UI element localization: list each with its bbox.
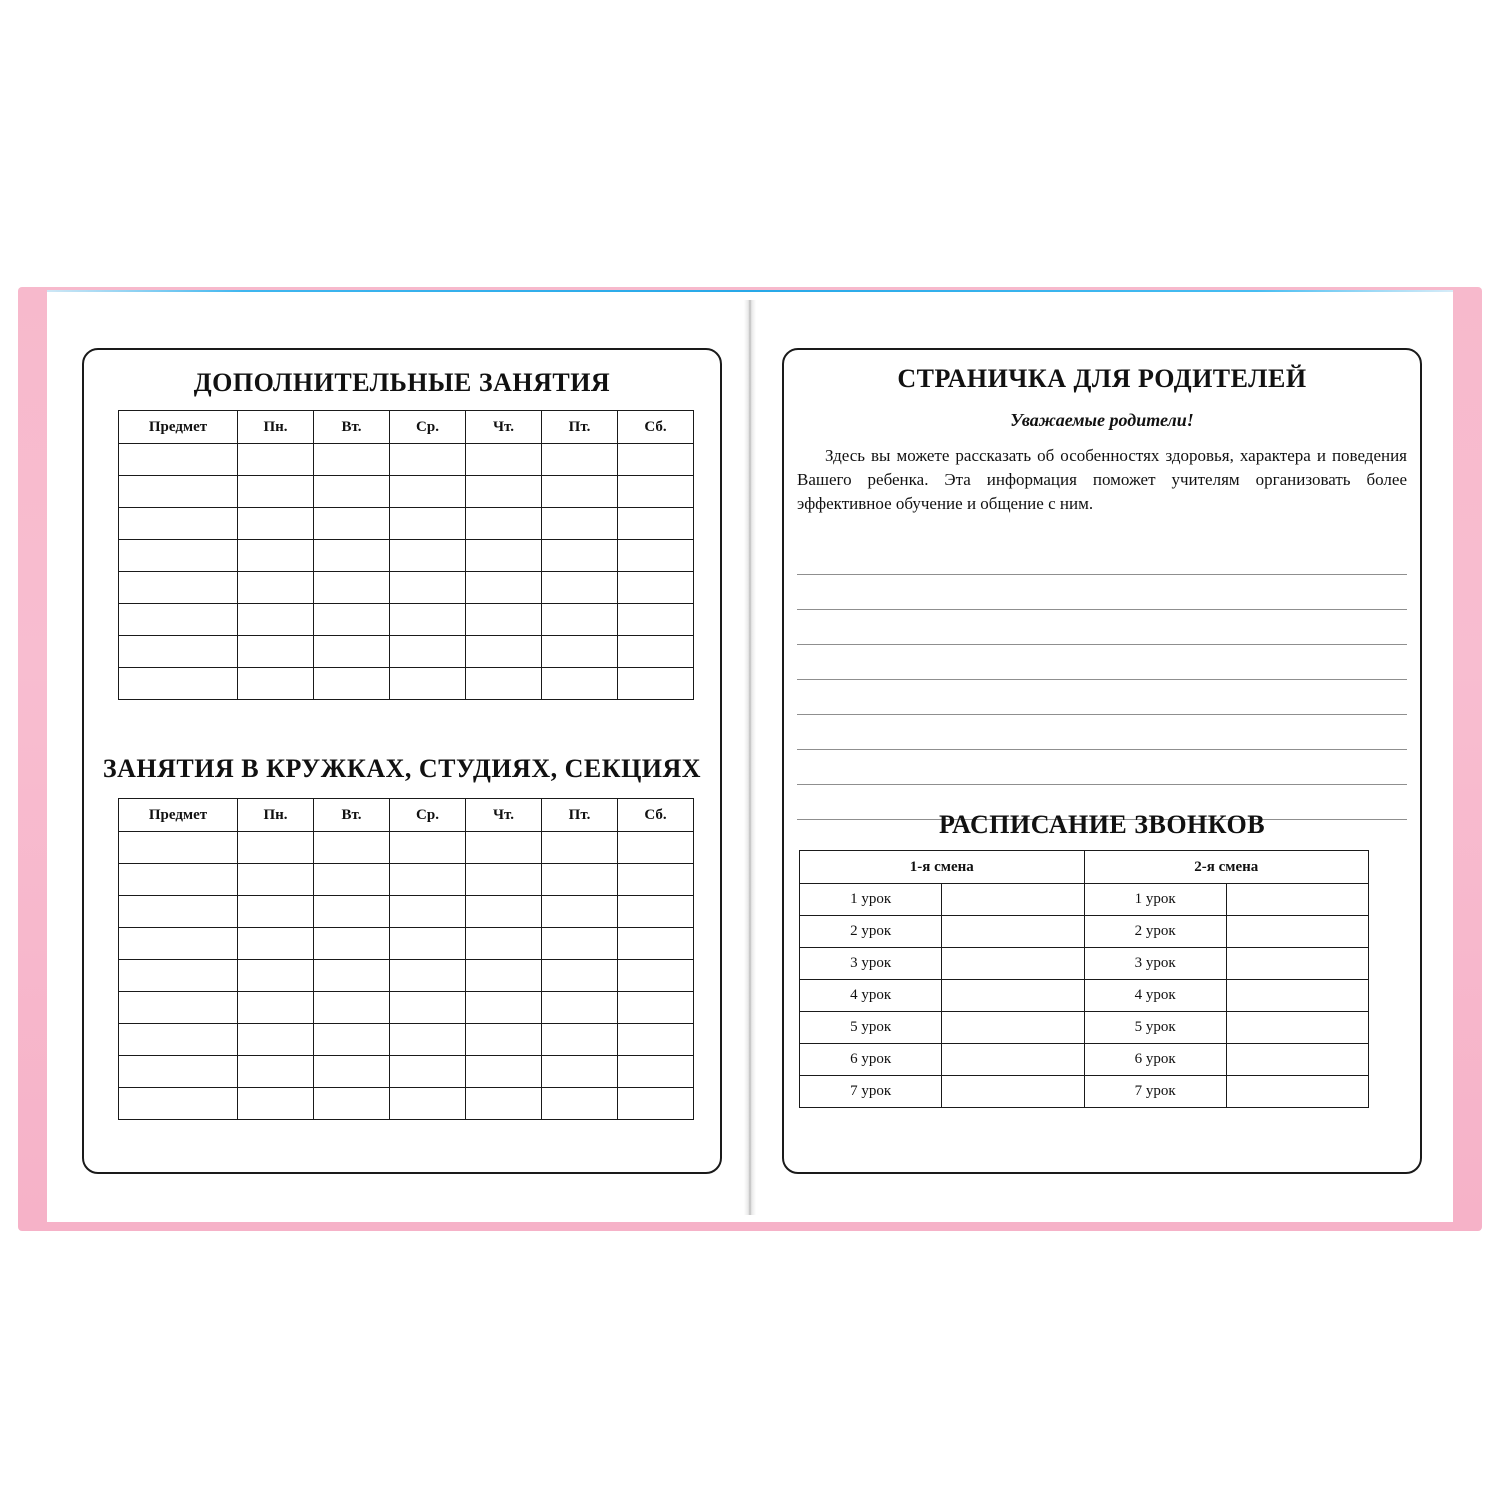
cell-thu[interactable] <box>466 540 542 572</box>
table-row[interactable] <box>119 1056 694 1088</box>
cell-tue[interactable] <box>314 864 390 896</box>
cell-tue[interactable] <box>314 636 390 668</box>
lesson-time-shift2[interactable] <box>1226 916 1368 948</box>
cell-fri[interactable] <box>542 928 618 960</box>
cell-thu[interactable] <box>466 572 542 604</box>
lesson-time-shift2[interactable] <box>1226 1012 1368 1044</box>
cell-wed[interactable] <box>390 668 466 700</box>
cell-thu[interactable] <box>466 896 542 928</box>
cell-thu[interactable] <box>466 1088 542 1120</box>
cell-wed[interactable] <box>390 1024 466 1056</box>
lesson-time-shift2[interactable] <box>1226 1044 1368 1076</box>
cell-tue[interactable] <box>314 444 390 476</box>
lesson-label-shift2: 6 урок <box>1084 1044 1226 1076</box>
lesson-label-shift2: 7 урок <box>1084 1076 1226 1108</box>
column-header-wed: Ср. <box>390 411 466 444</box>
cell-wed[interactable] <box>390 540 466 572</box>
cell-subject[interactable] <box>119 960 238 992</box>
cell-sat[interactable] <box>618 444 694 476</box>
note-line[interactable] <box>797 645 1407 680</box>
clubs-table <box>118 798 694 1120</box>
cell-wed[interactable] <box>390 1056 466 1088</box>
cell-subject[interactable] <box>119 1024 238 1056</box>
left-page <box>57 312 747 1212</box>
lesson-time-shift1[interactable] <box>942 884 1084 916</box>
table-row[interactable] <box>119 1024 694 1056</box>
cell-mon[interactable] <box>238 1024 314 1056</box>
lesson-time-shift1[interactable] <box>942 980 1084 1012</box>
cell-mon[interactable] <box>238 832 314 864</box>
cell-mon[interactable] <box>238 572 314 604</box>
cell-wed[interactable] <box>390 476 466 508</box>
table-header-row <box>119 799 694 832</box>
parents-notes-area[interactable] <box>797 540 1407 820</box>
lesson-label-shift2: 1 урок <box>1084 884 1226 916</box>
note-line[interactable] <box>797 750 1407 785</box>
cell-subject[interactable] <box>119 572 238 604</box>
lesson-label-shift1: 7 урок <box>800 1076 942 1108</box>
column-header-mon: Пн. <box>238 799 314 832</box>
table-row[interactable] <box>119 832 694 864</box>
cell-wed[interactable] <box>390 928 466 960</box>
table-row[interactable] <box>119 960 694 992</box>
column-header-shift-2: 2-я смена <box>1084 851 1369 884</box>
column-header-tue: Вт. <box>314 411 390 444</box>
table-row[interactable] <box>800 980 1369 1012</box>
column-header-shift-1: 1-я смена <box>800 851 1085 884</box>
lesson-time-shift1[interactable] <box>942 1076 1084 1108</box>
cell-tue[interactable] <box>314 508 390 540</box>
cell-tue[interactable] <box>314 928 390 960</box>
cell-tue[interactable] <box>314 960 390 992</box>
cell-fri[interactable] <box>542 896 618 928</box>
cell-fri[interactable] <box>542 1024 618 1056</box>
cell-thu[interactable] <box>466 928 542 960</box>
lesson-label-shift2: 5 урок <box>1084 1012 1226 1044</box>
cell-subject[interactable] <box>119 508 238 540</box>
cell-subject[interactable] <box>119 832 238 864</box>
parents-page-title: СТРАНИЧКА ДЛЯ РОДИТЕЛЕЙ <box>897 364 1307 393</box>
parents-paragraph: Здесь вы можете рассказать об особенностях здоровья, характера и поведения Вашего ребенка. Эта информация поможет учителям организовать более эффективное обучение и общение с ним. <box>797 446 1407 513</box>
cell-sat[interactable] <box>618 636 694 668</box>
cell-thu[interactable] <box>466 864 542 896</box>
table-row[interactable] <box>800 916 1369 948</box>
column-header-thu: Чт. <box>466 411 542 444</box>
cell-mon[interactable] <box>238 476 314 508</box>
table-row[interactable] <box>119 540 694 572</box>
cell-fri[interactable] <box>542 476 618 508</box>
cell-tue[interactable] <box>314 476 390 508</box>
table-row[interactable] <box>119 1088 694 1120</box>
extra-lessons-table <box>118 410 694 700</box>
cell-mon[interactable] <box>238 960 314 992</box>
table-row[interactable] <box>800 1076 1369 1108</box>
cell-sat[interactable] <box>618 960 694 992</box>
cell-wed[interactable] <box>390 444 466 476</box>
bells-schedule-title: РАСПИСАНИЕ ЗВОНКОВ <box>938 810 1266 839</box>
cell-sat[interactable] <box>618 508 694 540</box>
lesson-label-shift1: 6 урок <box>800 1044 942 1076</box>
cell-tue[interactable] <box>314 896 390 928</box>
cell-sat[interactable] <box>618 928 694 960</box>
column-header-mon: Пн. <box>238 411 314 444</box>
lesson-label-shift1: 2 урок <box>800 916 942 948</box>
cell-subject[interactable] <box>119 1056 238 1088</box>
cell-sat[interactable] <box>618 1056 694 1088</box>
lesson-time-shift1[interactable] <box>942 948 1084 980</box>
lesson-label-shift2: 4 урок <box>1084 980 1226 1012</box>
cell-mon[interactable] <box>238 668 314 700</box>
column-header-fri: Пт. <box>542 411 618 444</box>
cell-mon[interactable] <box>238 444 314 476</box>
cell-subject[interactable] <box>119 444 238 476</box>
column-header-subject: Предмет <box>119 799 238 832</box>
table-row[interactable] <box>800 1012 1369 1044</box>
cell-wed[interactable] <box>390 508 466 540</box>
table-row[interactable] <box>119 668 694 700</box>
cell-mon[interactable] <box>238 864 314 896</box>
cell-sat[interactable] <box>618 668 694 700</box>
table-row[interactable] <box>800 948 1369 980</box>
cell-thu[interactable] <box>466 668 542 700</box>
lesson-label-shift1: 1 урок <box>800 884 942 916</box>
column-header-subject: Предмет <box>119 411 238 444</box>
table-row[interactable] <box>119 636 694 668</box>
lesson-label-shift2: 3 урок <box>1084 948 1226 980</box>
lesson-label-shift1: 4 урок <box>800 980 942 1012</box>
column-header-tue: Вт. <box>314 799 390 832</box>
note-line[interactable] <box>797 680 1407 715</box>
column-header-wed: Ср. <box>390 799 466 832</box>
cell-tue[interactable] <box>314 992 390 1024</box>
clubs-title: ЗАНЯТИЯ В КРУЖКАХ, СТУДИЯХ, СЕКЦИЯХ <box>102 754 702 783</box>
cell-mon[interactable] <box>238 896 314 928</box>
cell-thu[interactable] <box>466 960 542 992</box>
cell-wed[interactable] <box>390 636 466 668</box>
cell-wed[interactable] <box>390 1088 466 1120</box>
cell-mon[interactable] <box>238 1088 314 1120</box>
cell-thu[interactable] <box>466 636 542 668</box>
cell-sat[interactable] <box>618 1088 694 1120</box>
table-row[interactable] <box>119 864 694 896</box>
table-header-row <box>800 851 1369 884</box>
bells-schedule-table <box>799 850 1369 1108</box>
lesson-time-shift2[interactable] <box>1226 884 1368 916</box>
cell-mon[interactable] <box>238 636 314 668</box>
extra-lessons-title: ДОПОЛНИТЕЛЬНЫЕ ЗАНЯТИЯ <box>193 368 611 397</box>
extra-lessons-body <box>119 444 694 700</box>
lesson-label-shift2: 2 урок <box>1084 916 1226 948</box>
lesson-time-shift2[interactable] <box>1226 980 1368 1012</box>
cell-subject[interactable] <box>119 476 238 508</box>
cell-fri[interactable] <box>542 572 618 604</box>
cell-sat[interactable] <box>618 864 694 896</box>
cell-subject[interactable] <box>119 604 238 636</box>
column-header-fri: Пт. <box>542 799 618 832</box>
cell-tue[interactable] <box>314 1024 390 1056</box>
cell-subject[interactable] <box>119 928 238 960</box>
cell-tue[interactable] <box>314 604 390 636</box>
table-row[interactable] <box>119 992 694 1024</box>
cell-fri[interactable] <box>542 508 618 540</box>
cell-wed[interactable] <box>390 896 466 928</box>
cell-subject[interactable] <box>119 896 238 928</box>
cell-tue[interactable] <box>314 540 390 572</box>
cell-wed[interactable] <box>390 960 466 992</box>
cell-tue[interactable] <box>314 1088 390 1120</box>
cell-sat[interactable] <box>618 896 694 928</box>
cell-tue[interactable] <box>314 1056 390 1088</box>
bells-schedule-body <box>800 884 1369 1108</box>
cell-fri[interactable] <box>542 1088 618 1120</box>
lesson-label-shift1: 5 урок <box>800 1012 942 1044</box>
table-row[interactable] <box>119 572 694 604</box>
column-header-sat: Сб. <box>618 411 694 444</box>
cell-subject[interactable] <box>119 540 238 572</box>
cell-thu[interactable] <box>466 508 542 540</box>
cell-wed[interactable] <box>390 992 466 1024</box>
cell-subject[interactable] <box>119 992 238 1024</box>
cell-mon[interactable] <box>238 604 314 636</box>
note-line[interactable] <box>797 715 1407 750</box>
lesson-label-shift1: 3 урок <box>800 948 942 980</box>
cell-fri[interactable] <box>542 1056 618 1088</box>
cell-tue[interactable] <box>314 668 390 700</box>
cell-sat[interactable] <box>618 476 694 508</box>
note-line[interactable] <box>797 575 1407 610</box>
cell-mon[interactable] <box>238 508 314 540</box>
cell-mon[interactable] <box>238 540 314 572</box>
cell-wed[interactable] <box>390 572 466 604</box>
column-header-thu: Чт. <box>466 799 542 832</box>
table-row[interactable] <box>119 508 694 540</box>
cell-mon[interactable] <box>238 928 314 960</box>
cell-mon[interactable] <box>238 1056 314 1088</box>
cell-fri[interactable] <box>542 636 618 668</box>
cell-fri[interactable] <box>542 992 618 1024</box>
cell-fri[interactable] <box>542 444 618 476</box>
clubs-body <box>119 832 694 1120</box>
cell-sat[interactable] <box>618 572 694 604</box>
cell-tue[interactable] <box>314 572 390 604</box>
table-row[interactable] <box>119 928 694 960</box>
cell-thu[interactable] <box>466 1056 542 1088</box>
table-row[interactable] <box>119 896 694 928</box>
cell-sat[interactable] <box>618 992 694 1024</box>
cell-mon[interactable] <box>238 992 314 1024</box>
table-row[interactable] <box>119 476 694 508</box>
cell-thu[interactable] <box>466 604 542 636</box>
lesson-time-shift1[interactable] <box>942 1044 1084 1076</box>
table-row[interactable] <box>119 604 694 636</box>
cell-subject[interactable] <box>119 1088 238 1120</box>
cell-fri[interactable] <box>542 832 618 864</box>
cell-fri[interactable] <box>542 604 618 636</box>
parents-greeting: Уважаемые родители! <box>1010 410 1194 430</box>
table-row[interactable] <box>800 884 1369 916</box>
cell-thu[interactable] <box>466 992 542 1024</box>
cell-wed[interactable] <box>390 604 466 636</box>
table-header-row <box>119 411 694 444</box>
cell-tue[interactable] <box>314 832 390 864</box>
table-row[interactable] <box>800 1044 1369 1076</box>
note-line[interactable] <box>797 540 1407 575</box>
cell-thu[interactable] <box>466 444 542 476</box>
cell-sat[interactable] <box>618 540 694 572</box>
cell-sat[interactable] <box>618 1024 694 1056</box>
lesson-time-shift2[interactable] <box>1226 1076 1368 1108</box>
cell-wed[interactable] <box>390 832 466 864</box>
cell-sat[interactable] <box>618 604 694 636</box>
cell-subject[interactable] <box>119 636 238 668</box>
cell-fri[interactable] <box>542 864 618 896</box>
cell-subject[interactable] <box>119 668 238 700</box>
lesson-time-shift1[interactable] <box>942 916 1084 948</box>
table-row[interactable] <box>119 444 694 476</box>
column-header-sat: Сб. <box>618 799 694 832</box>
cell-fri[interactable] <box>542 668 618 700</box>
cell-subject[interactable] <box>119 864 238 896</box>
cell-fri[interactable] <box>542 540 618 572</box>
right-page <box>757 312 1447 1212</box>
cell-thu[interactable] <box>466 832 542 864</box>
cell-wed[interactable] <box>390 864 466 896</box>
note-line[interactable] <box>797 610 1407 645</box>
cell-thu[interactable] <box>466 476 542 508</box>
cell-thu[interactable] <box>466 1024 542 1056</box>
lesson-time-shift2[interactable] <box>1226 948 1368 980</box>
lesson-time-shift1[interactable] <box>942 1012 1084 1044</box>
cell-sat[interactable] <box>618 832 694 864</box>
cell-fri[interactable] <box>542 960 618 992</box>
